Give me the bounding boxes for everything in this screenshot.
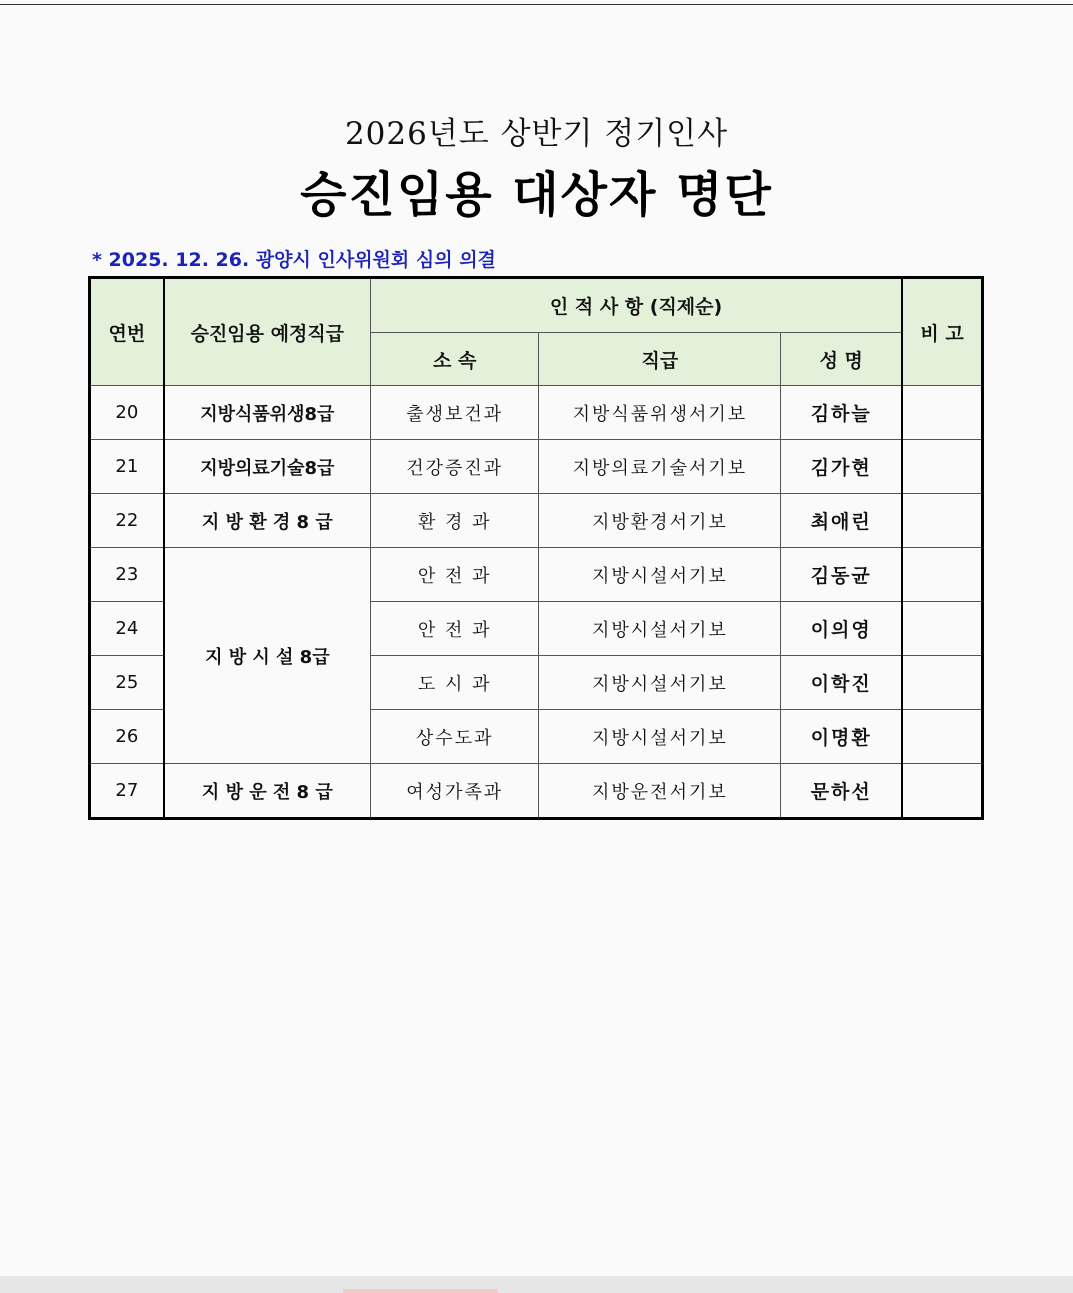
row-dept: 안 전 과 — [370, 602, 539, 656]
header-rank: 직급 — [539, 333, 781, 386]
row-no: 22 — [90, 494, 164, 548]
row-dept: 안 전 과 — [370, 548, 539, 602]
row-name: 김하늘 — [781, 386, 902, 440]
row-name: 김동균 — [781, 548, 902, 602]
row-rank: 지방운전서기보 — [539, 764, 781, 819]
row-dept: 건강증진과 — [370, 440, 539, 494]
row-name: 이학진 — [781, 656, 902, 710]
row-rank: 지방환경서기보 — [539, 494, 781, 548]
table-row — [90, 764, 983, 819]
row-name: 최애린 — [781, 494, 902, 548]
row-grade: 지방식품위생8급 — [164, 386, 371, 440]
promotion-table — [88, 276, 984, 820]
row-remark — [902, 710, 982, 764]
row-rank: 지방시설서기보 — [539, 710, 781, 764]
row-no: 24 — [90, 602, 164, 656]
row-rank: 지방의료기술서기보 — [539, 440, 781, 494]
document-title: 승진임용 대상자 명단 — [300, 167, 773, 223]
row-grade: 지 방 시 설 8급 — [164, 548, 371, 764]
table-row — [90, 548, 983, 602]
row-name: 이의영 — [781, 602, 902, 656]
row-remark — [902, 386, 982, 440]
row-name: 문하선 — [781, 764, 902, 819]
row-remark — [902, 494, 982, 548]
header-name: 성 명 — [781, 333, 902, 386]
header-dept: 소 속 — [370, 333, 539, 386]
row-remark — [902, 440, 982, 494]
viewer-bottom-marker — [343, 1289, 498, 1293]
viewer-bottom-bar — [0, 1276, 1073, 1293]
row-remark — [902, 764, 982, 819]
header-no: 연번 — [90, 278, 164, 386]
row-grade: 지방의료기술8급 — [164, 440, 371, 494]
row-dept: 여성가족과 — [370, 764, 539, 819]
row-remark — [902, 602, 982, 656]
row-rank: 지방시설서기보 — [539, 602, 781, 656]
row-no: 25 — [90, 656, 164, 710]
row-no: 26 — [90, 710, 164, 764]
row-no: 27 — [90, 764, 164, 819]
row-dept: 도 시 과 — [370, 656, 539, 710]
row-no: 21 — [90, 440, 164, 494]
row-no: 20 — [90, 386, 164, 440]
table-row — [90, 440, 983, 494]
document-subtitle: 2026년도 상반기 정기인사 — [344, 116, 729, 152]
row-rank: 지방식품위생서기보 — [539, 386, 781, 440]
row-dept: 환 경 과 — [370, 494, 539, 548]
row-rank: 지방시설서기보 — [539, 548, 781, 602]
top-rule — [0, 4, 1073, 5]
resolution-note: * 2025. 12. 26. 광양시 인사위원회 심의 의결 — [92, 249, 496, 271]
table-row — [90, 494, 983, 548]
row-grade: 지 방 운 전 8 급 — [164, 764, 371, 819]
header-personnel: 인 적 사 항 (직제순) — [370, 278, 902, 333]
table-row — [90, 386, 983, 440]
row-remark — [902, 656, 982, 710]
row-name: 이명환 — [781, 710, 902, 764]
row-no: 23 — [90, 548, 164, 602]
row-rank: 지방시설서기보 — [539, 656, 781, 710]
header-grade: 승진임용 예정직급 — [164, 278, 371, 386]
row-name: 김가현 — [781, 440, 902, 494]
header-remark: 비 고 — [902, 278, 982, 386]
row-dept: 상수도과 — [370, 710, 539, 764]
row-remark — [902, 548, 982, 602]
row-grade: 지 방 환 경 8 급 — [164, 494, 371, 548]
row-dept: 출생보건과 — [370, 386, 539, 440]
